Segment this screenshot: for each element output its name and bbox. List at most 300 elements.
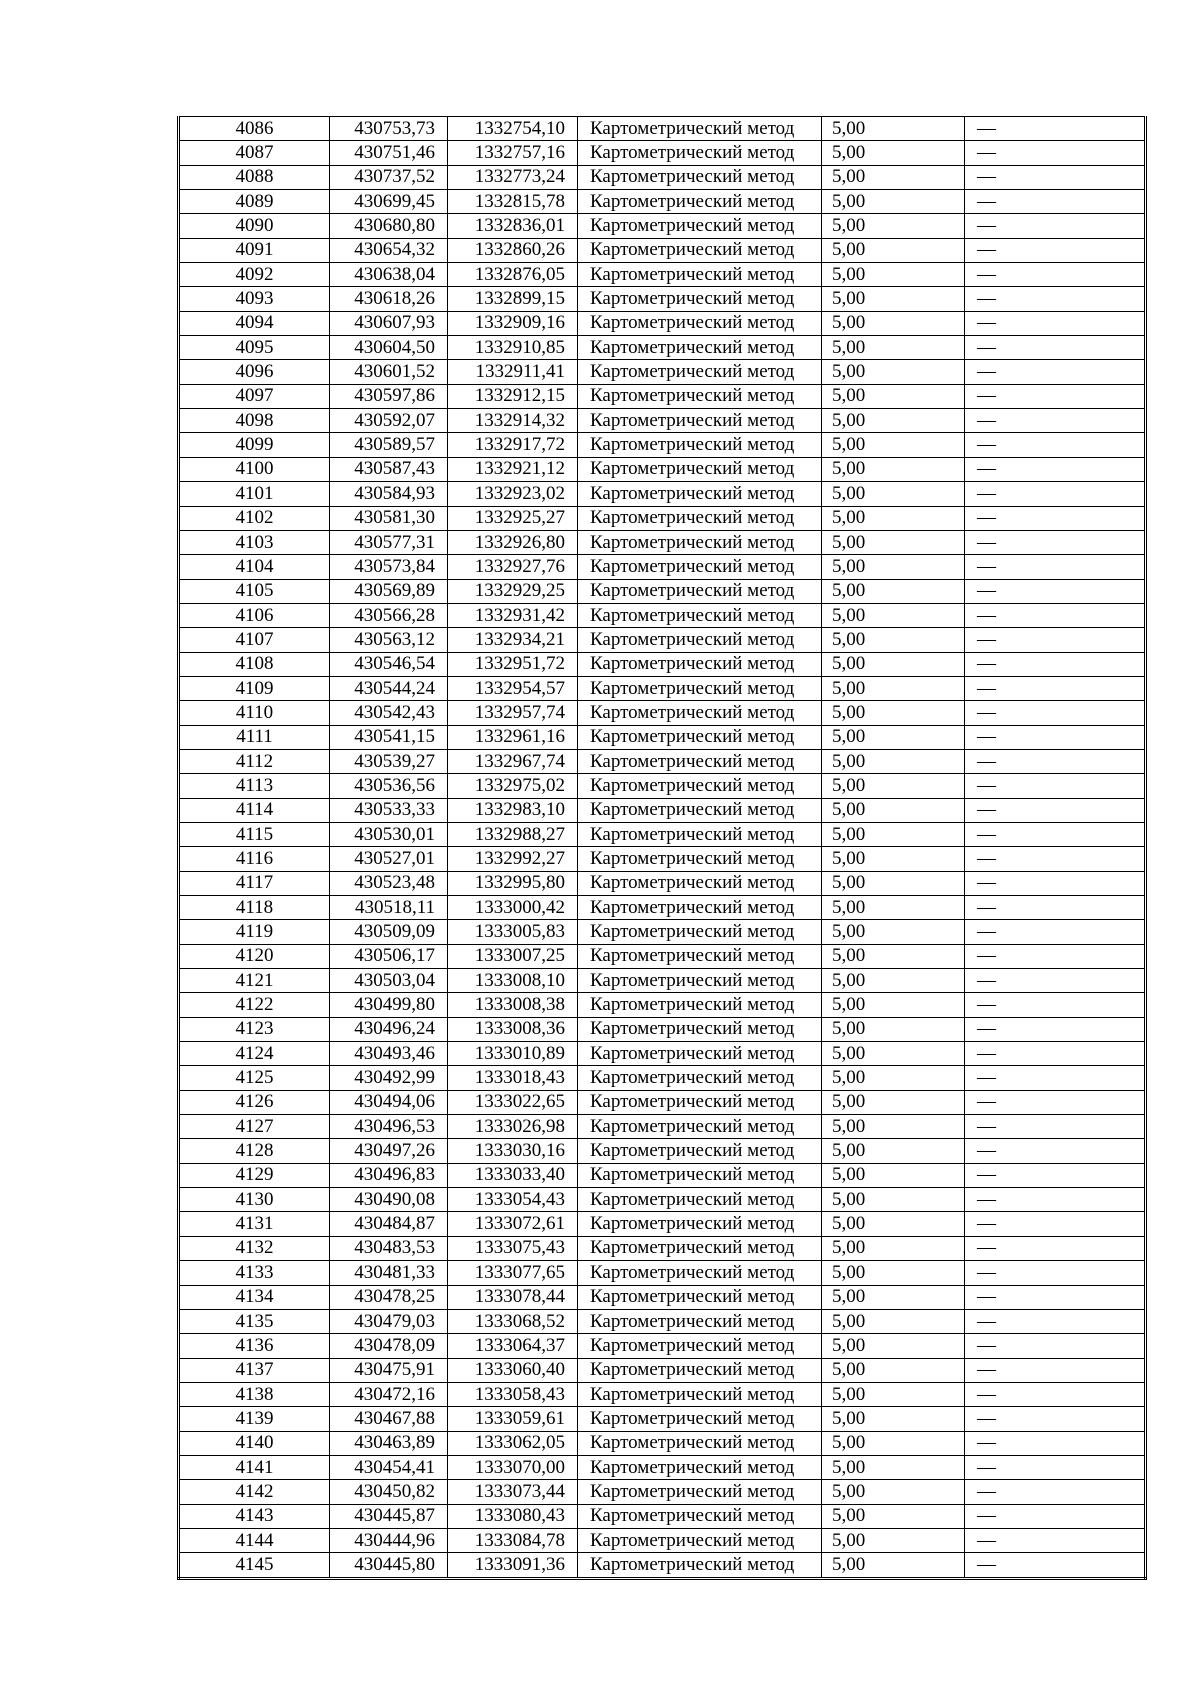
point-number-cell: 4106 <box>179 603 330 627</box>
note-cell: — <box>965 1553 1146 1578</box>
table-row <box>179 214 1146 238</box>
note-cell: — <box>965 1334 1146 1358</box>
point-number-cell: 4099 <box>179 433 330 457</box>
point-number-cell: 4117 <box>179 871 330 895</box>
y-coordinate-cell: 1332899,15 <box>448 287 578 311</box>
note-cell: — <box>965 920 1146 944</box>
table-row <box>179 1407 1146 1431</box>
point-number-cell: 4127 <box>179 1115 330 1139</box>
x-coordinate-cell: 430463,89 <box>330 1431 448 1455</box>
y-coordinate-cell: 1333080,43 <box>448 1504 578 1528</box>
table-row <box>179 1504 1146 1528</box>
accuracy-cell: 5,00 <box>822 1285 965 1309</box>
point-number-cell: 4096 <box>179 360 330 384</box>
y-coordinate-cell: 1333059,61 <box>448 1407 578 1431</box>
accuracy-cell: 5,00 <box>822 676 965 700</box>
y-coordinate-cell: 1333008,36 <box>448 1017 578 1041</box>
table-row <box>179 1042 1146 1066</box>
point-number-cell: 4098 <box>179 409 330 433</box>
table-row <box>179 1528 1146 1552</box>
accuracy-cell: 5,00 <box>822 1407 965 1431</box>
y-coordinate-cell: 1332957,74 <box>448 701 578 725</box>
table-row <box>179 1285 1146 1309</box>
y-coordinate-cell: 1332988,27 <box>448 822 578 846</box>
y-coordinate-cell: 1333070,00 <box>448 1455 578 1479</box>
y-coordinate-cell: 1332961,16 <box>448 725 578 749</box>
x-coordinate-cell: 430496,24 <box>330 1017 448 1041</box>
point-number-cell: 4103 <box>179 530 330 554</box>
accuracy-cell: 5,00 <box>822 579 965 603</box>
accuracy-cell: 5,00 <box>822 1163 965 1187</box>
point-number-cell: 4122 <box>179 993 330 1017</box>
note-cell: — <box>965 993 1146 1017</box>
table-row <box>179 287 1146 311</box>
accuracy-cell: 5,00 <box>822 1090 965 1114</box>
table-body <box>179 117 1146 1579</box>
method-cell: Картометрический метод <box>578 1309 822 1333</box>
table-row <box>179 311 1146 335</box>
table-row <box>179 628 1146 652</box>
y-coordinate-cell: 1332914,32 <box>448 409 578 433</box>
note-cell: — <box>965 749 1146 773</box>
point-number-cell: 4129 <box>179 1163 330 1187</box>
x-coordinate-cell: 430492,99 <box>330 1066 448 1090</box>
point-number-cell: 4100 <box>179 457 330 481</box>
accuracy-cell: 5,00 <box>822 725 965 749</box>
point-number-cell: 4104 <box>179 555 330 579</box>
method-cell: Картометрический метод <box>578 1553 822 1578</box>
method-cell: Картометрический метод <box>578 506 822 530</box>
table-row <box>179 774 1146 798</box>
method-cell: Картометрический метод <box>578 360 822 384</box>
method-cell: Картометрический метод <box>578 1066 822 1090</box>
table-row <box>179 1236 1146 1260</box>
table-row <box>179 1163 1146 1187</box>
note-cell: — <box>965 847 1146 871</box>
table-row <box>179 1309 1146 1333</box>
y-coordinate-cell: 1333064,37 <box>448 1334 578 1358</box>
x-coordinate-cell: 430680,80 <box>330 214 448 238</box>
table-row <box>179 1358 1146 1382</box>
method-cell: Картометрический метод <box>578 1261 822 1285</box>
method-cell: Картометрический метод <box>578 920 822 944</box>
accuracy-cell: 5,00 <box>822 1528 965 1552</box>
accuracy-cell: 5,00 <box>822 603 965 627</box>
note-cell: — <box>965 1358 1146 1382</box>
table-row <box>179 993 1146 1017</box>
x-coordinate-cell: 430481,33 <box>330 1261 448 1285</box>
point-number-cell: 4135 <box>179 1309 330 1333</box>
note-cell: — <box>965 433 1146 457</box>
x-coordinate-cell: 430654,32 <box>330 238 448 262</box>
x-coordinate-cell: 430467,88 <box>330 1407 448 1431</box>
accuracy-cell: 5,00 <box>822 1553 965 1578</box>
table-row <box>179 482 1146 506</box>
method-cell: Картометрический метод <box>578 433 822 457</box>
x-coordinate-cell: 430445,87 <box>330 1504 448 1528</box>
note-cell: — <box>965 1382 1146 1406</box>
table-row <box>179 1455 1146 1479</box>
table-row <box>179 1188 1146 1212</box>
accuracy-cell: 5,00 <box>822 1382 965 1406</box>
note-cell: — <box>965 1090 1146 1114</box>
note-cell: — <box>965 1455 1146 1479</box>
table-row <box>179 555 1146 579</box>
table-row <box>179 603 1146 627</box>
point-number-cell: 4093 <box>179 287 330 311</box>
x-coordinate-cell: 430542,43 <box>330 701 448 725</box>
note-cell: — <box>965 628 1146 652</box>
accuracy-cell: 5,00 <box>822 1480 965 1504</box>
point-number-cell: 4124 <box>179 1042 330 1066</box>
accuracy-cell: 5,00 <box>822 822 965 846</box>
note-cell: — <box>965 1139 1146 1163</box>
accuracy-cell: 5,00 <box>822 190 965 214</box>
table-row <box>179 141 1146 165</box>
method-cell: Картометрический метод <box>578 1334 822 1358</box>
note-cell: — <box>965 944 1146 968</box>
accuracy-cell: 5,00 <box>822 360 965 384</box>
y-coordinate-cell: 1333068,52 <box>448 1309 578 1333</box>
point-number-cell: 4113 <box>179 774 330 798</box>
note-cell: — <box>965 311 1146 335</box>
y-coordinate-cell: 1333018,43 <box>448 1066 578 1090</box>
note-cell: — <box>965 1163 1146 1187</box>
x-coordinate-cell: 430518,11 <box>330 896 448 920</box>
x-coordinate-cell: 430496,83 <box>330 1163 448 1187</box>
point-number-cell: 4130 <box>179 1188 330 1212</box>
table-row <box>179 360 1146 384</box>
accuracy-cell: 5,00 <box>822 701 965 725</box>
note-cell: — <box>965 579 1146 603</box>
note-cell: — <box>965 263 1146 287</box>
y-coordinate-cell: 1333007,25 <box>448 944 578 968</box>
x-coordinate-cell: 430499,80 <box>330 993 448 1017</box>
method-cell: Картометрический метод <box>578 652 822 676</box>
table-row <box>179 1431 1146 1455</box>
y-coordinate-cell: 1332983,10 <box>448 798 578 822</box>
point-number-cell: 4095 <box>179 336 330 360</box>
note-cell: — <box>965 506 1146 530</box>
point-number-cell: 4138 <box>179 1382 330 1406</box>
method-cell: Картометрический метод <box>578 1504 822 1528</box>
x-coordinate-cell: 430479,03 <box>330 1309 448 1333</box>
x-coordinate-cell: 430444,96 <box>330 1528 448 1552</box>
point-number-cell: 4110 <box>179 701 330 725</box>
method-cell: Картометрический метод <box>578 1455 822 1479</box>
note-cell: — <box>965 774 1146 798</box>
y-coordinate-cell: 1332909,16 <box>448 311 578 335</box>
x-coordinate-cell: 430472,16 <box>330 1382 448 1406</box>
point-number-cell: 4102 <box>179 506 330 530</box>
accuracy-cell: 5,00 <box>822 1455 965 1479</box>
note-cell: — <box>965 214 1146 238</box>
y-coordinate-cell: 1332992,27 <box>448 847 578 871</box>
accuracy-cell: 5,00 <box>822 896 965 920</box>
method-cell: Картометрический метод <box>578 336 822 360</box>
accuracy-cell: 5,00 <box>822 652 965 676</box>
x-coordinate-cell: 430496,53 <box>330 1115 448 1139</box>
y-coordinate-cell: 1333054,43 <box>448 1188 578 1212</box>
point-number-cell: 4125 <box>179 1066 330 1090</box>
note-cell: — <box>965 725 1146 749</box>
accuracy-cell: 5,00 <box>822 214 965 238</box>
point-number-cell: 4134 <box>179 1285 330 1309</box>
y-coordinate-cell: 1332951,72 <box>448 652 578 676</box>
point-number-cell: 4132 <box>179 1236 330 1260</box>
note-cell: — <box>965 1115 1146 1139</box>
x-coordinate-cell: 430753,73 <box>330 117 448 141</box>
note-cell: — <box>965 798 1146 822</box>
y-coordinate-cell: 1332876,05 <box>448 263 578 287</box>
y-coordinate-cell: 1332911,41 <box>448 360 578 384</box>
y-coordinate-cell: 1333008,10 <box>448 969 578 993</box>
accuracy-cell: 5,00 <box>822 1042 965 1066</box>
point-number-cell: 4090 <box>179 214 330 238</box>
table-row <box>179 1553 1146 1578</box>
point-number-cell: 4139 <box>179 1407 330 1431</box>
method-cell: Картометрический метод <box>578 384 822 408</box>
accuracy-cell: 5,00 <box>822 798 965 822</box>
method-cell: Картометрический метод <box>578 1188 822 1212</box>
method-cell: Картометрический метод <box>578 1115 822 1139</box>
y-coordinate-cell: 1333000,42 <box>448 896 578 920</box>
x-coordinate-cell: 430536,56 <box>330 774 448 798</box>
accuracy-cell: 5,00 <box>822 993 965 1017</box>
table-row <box>179 457 1146 481</box>
y-coordinate-cell: 1332917,72 <box>448 433 578 457</box>
x-coordinate-cell: 430699,45 <box>330 190 448 214</box>
x-coordinate-cell: 430478,09 <box>330 1334 448 1358</box>
method-cell: Картометрический метод <box>578 847 822 871</box>
table-row <box>179 530 1146 554</box>
accuracy-cell: 5,00 <box>822 847 965 871</box>
table-row <box>179 336 1146 360</box>
y-coordinate-cell: 1333033,40 <box>448 1163 578 1187</box>
table-row <box>179 1480 1146 1504</box>
method-cell: Картометрический метод <box>578 749 822 773</box>
table-row <box>179 676 1146 700</box>
method-cell: Картометрический метод <box>578 1212 822 1236</box>
accuracy-cell: 5,00 <box>822 1431 965 1455</box>
method-cell: Картометрический метод <box>578 1236 822 1260</box>
table-row <box>179 701 1146 725</box>
coordinates-table <box>177 116 1147 1580</box>
note-cell: — <box>965 165 1146 189</box>
accuracy-cell: 5,00 <box>822 1115 965 1139</box>
method-cell: Картометрический метод <box>578 798 822 822</box>
point-number-cell: 4120 <box>179 944 330 968</box>
x-coordinate-cell: 430503,04 <box>330 969 448 993</box>
table-row <box>179 506 1146 530</box>
y-coordinate-cell: 1333072,61 <box>448 1212 578 1236</box>
table-row <box>179 238 1146 262</box>
y-coordinate-cell: 1332967,74 <box>448 749 578 773</box>
x-coordinate-cell: 430638,04 <box>330 263 448 287</box>
y-coordinate-cell: 1333010,89 <box>448 1042 578 1066</box>
x-coordinate-cell: 430584,93 <box>330 482 448 506</box>
x-coordinate-cell: 430533,33 <box>330 798 448 822</box>
note-cell: — <box>965 1528 1146 1552</box>
note-cell: — <box>965 1431 1146 1455</box>
accuracy-cell: 5,00 <box>822 555 965 579</box>
method-cell: Картометрический метод <box>578 141 822 165</box>
y-coordinate-cell: 1332836,01 <box>448 214 578 238</box>
x-coordinate-cell: 430577,31 <box>330 530 448 554</box>
x-coordinate-cell: 430509,09 <box>330 920 448 944</box>
x-coordinate-cell: 430566,28 <box>330 603 448 627</box>
point-number-cell: 4087 <box>179 141 330 165</box>
accuracy-cell: 5,00 <box>822 1188 965 1212</box>
y-coordinate-cell: 1332934,21 <box>448 628 578 652</box>
method-cell: Картометрический метод <box>578 238 822 262</box>
note-cell: — <box>965 287 1146 311</box>
point-number-cell: 4119 <box>179 920 330 944</box>
point-number-cell: 4115 <box>179 822 330 846</box>
point-number-cell: 4141 <box>179 1455 330 1479</box>
point-number-cell: 4094 <box>179 311 330 335</box>
accuracy-cell: 5,00 <box>822 774 965 798</box>
x-coordinate-cell: 430544,24 <box>330 676 448 700</box>
x-coordinate-cell: 430737,52 <box>330 165 448 189</box>
y-coordinate-cell: 1332929,25 <box>448 579 578 603</box>
accuracy-cell: 5,00 <box>822 482 965 506</box>
method-cell: Картометрический метод <box>578 190 822 214</box>
accuracy-cell: 5,00 <box>822 409 965 433</box>
point-number-cell: 4086 <box>179 117 330 141</box>
x-coordinate-cell: 430592,07 <box>330 409 448 433</box>
x-coordinate-cell: 430581,30 <box>330 506 448 530</box>
y-coordinate-cell: 1332927,76 <box>448 555 578 579</box>
method-cell: Картометрический метод <box>578 628 822 652</box>
method-cell: Картометрический метод <box>578 993 822 1017</box>
table-row <box>179 190 1146 214</box>
point-number-cell: 4121 <box>179 969 330 993</box>
table-row <box>179 1090 1146 1114</box>
table-row <box>179 969 1146 993</box>
x-coordinate-cell: 430483,53 <box>330 1236 448 1260</box>
note-cell: — <box>965 360 1146 384</box>
accuracy-cell: 5,00 <box>822 457 965 481</box>
note-cell: — <box>965 530 1146 554</box>
note-cell: — <box>965 457 1146 481</box>
point-number-cell: 4114 <box>179 798 330 822</box>
y-coordinate-cell: 1333062,05 <box>448 1431 578 1455</box>
note-cell: — <box>965 1504 1146 1528</box>
y-coordinate-cell: 1332757,16 <box>448 141 578 165</box>
x-coordinate-cell: 430497,26 <box>330 1139 448 1163</box>
x-coordinate-cell: 430530,01 <box>330 822 448 846</box>
x-coordinate-cell: 430546,54 <box>330 652 448 676</box>
x-coordinate-cell: 430604,50 <box>330 336 448 360</box>
point-number-cell: 4142 <box>179 1480 330 1504</box>
method-cell: Картометрический метод <box>578 214 822 238</box>
y-coordinate-cell: 1332923,02 <box>448 482 578 506</box>
note-cell: — <box>965 141 1146 165</box>
x-coordinate-cell: 430541,15 <box>330 725 448 749</box>
table-row <box>179 920 1146 944</box>
method-cell: Картометрический метод <box>578 311 822 335</box>
accuracy-cell: 5,00 <box>822 1139 965 1163</box>
method-cell: Картометрический метод <box>578 1042 822 1066</box>
accuracy-cell: 5,00 <box>822 1212 965 1236</box>
x-coordinate-cell: 430484,87 <box>330 1212 448 1236</box>
note-cell: — <box>965 1066 1146 1090</box>
y-coordinate-cell: 1333030,16 <box>448 1139 578 1163</box>
y-coordinate-cell: 1332926,80 <box>448 530 578 554</box>
y-coordinate-cell: 1332995,80 <box>448 871 578 895</box>
point-number-cell: 4097 <box>179 384 330 408</box>
x-coordinate-cell: 430445,80 <box>330 1553 448 1578</box>
method-cell: Картометрический метод <box>578 287 822 311</box>
y-coordinate-cell: 1333005,83 <box>448 920 578 944</box>
y-coordinate-cell: 1333022,65 <box>448 1090 578 1114</box>
table-row <box>179 725 1146 749</box>
method-cell: Картометрический метод <box>578 1139 822 1163</box>
accuracy-cell: 5,00 <box>822 1309 965 1333</box>
table-row <box>179 1212 1146 1236</box>
method-cell: Картометрический метод <box>578 165 822 189</box>
method-cell: Картометрический метод <box>578 1431 822 1455</box>
note-cell: — <box>965 482 1146 506</box>
note-cell: — <box>965 701 1146 725</box>
x-coordinate-cell: 430475,91 <box>330 1358 448 1382</box>
y-coordinate-cell: 1333058,43 <box>448 1382 578 1406</box>
table-row <box>179 1334 1146 1358</box>
accuracy-cell: 5,00 <box>822 628 965 652</box>
note-cell: — <box>965 822 1146 846</box>
y-coordinate-cell: 1333091,36 <box>448 1553 578 1578</box>
accuracy-cell: 5,00 <box>822 1236 965 1260</box>
accuracy-cell: 5,00 <box>822 1504 965 1528</box>
note-cell: — <box>965 1261 1146 1285</box>
method-cell: Картометрический метод <box>578 1285 822 1309</box>
table-row <box>179 263 1146 287</box>
point-number-cell: 4091 <box>179 238 330 262</box>
point-number-cell: 4107 <box>179 628 330 652</box>
note-cell: — <box>965 652 1146 676</box>
table-row <box>179 1261 1146 1285</box>
accuracy-cell: 5,00 <box>822 263 965 287</box>
accuracy-cell: 5,00 <box>822 944 965 968</box>
y-coordinate-cell: 1332975,02 <box>448 774 578 798</box>
point-number-cell: 4133 <box>179 1261 330 1285</box>
point-number-cell: 4140 <box>179 1431 330 1455</box>
accuracy-cell: 5,00 <box>822 506 965 530</box>
table-row <box>179 1139 1146 1163</box>
x-coordinate-cell: 430539,27 <box>330 749 448 773</box>
y-coordinate-cell: 1333073,44 <box>448 1480 578 1504</box>
accuracy-cell: 5,00 <box>822 749 965 773</box>
note-cell: — <box>965 1212 1146 1236</box>
x-coordinate-cell: 430573,84 <box>330 555 448 579</box>
point-number-cell: 4105 <box>179 579 330 603</box>
y-coordinate-cell: 1332754,10 <box>448 117 578 141</box>
table-row <box>179 409 1146 433</box>
accuracy-cell: 5,00 <box>822 871 965 895</box>
note-cell: — <box>965 384 1146 408</box>
note-cell: — <box>965 409 1146 433</box>
point-number-cell: 4136 <box>179 1334 330 1358</box>
y-coordinate-cell: 1333075,43 <box>448 1236 578 1260</box>
y-coordinate-cell: 1332954,57 <box>448 676 578 700</box>
method-cell: Картометрический метод <box>578 871 822 895</box>
method-cell: Картометрический метод <box>578 1090 822 1114</box>
note-cell: — <box>965 555 1146 579</box>
x-coordinate-cell: 430523,48 <box>330 871 448 895</box>
table-row <box>179 652 1146 676</box>
x-coordinate-cell: 430454,41 <box>330 1455 448 1479</box>
